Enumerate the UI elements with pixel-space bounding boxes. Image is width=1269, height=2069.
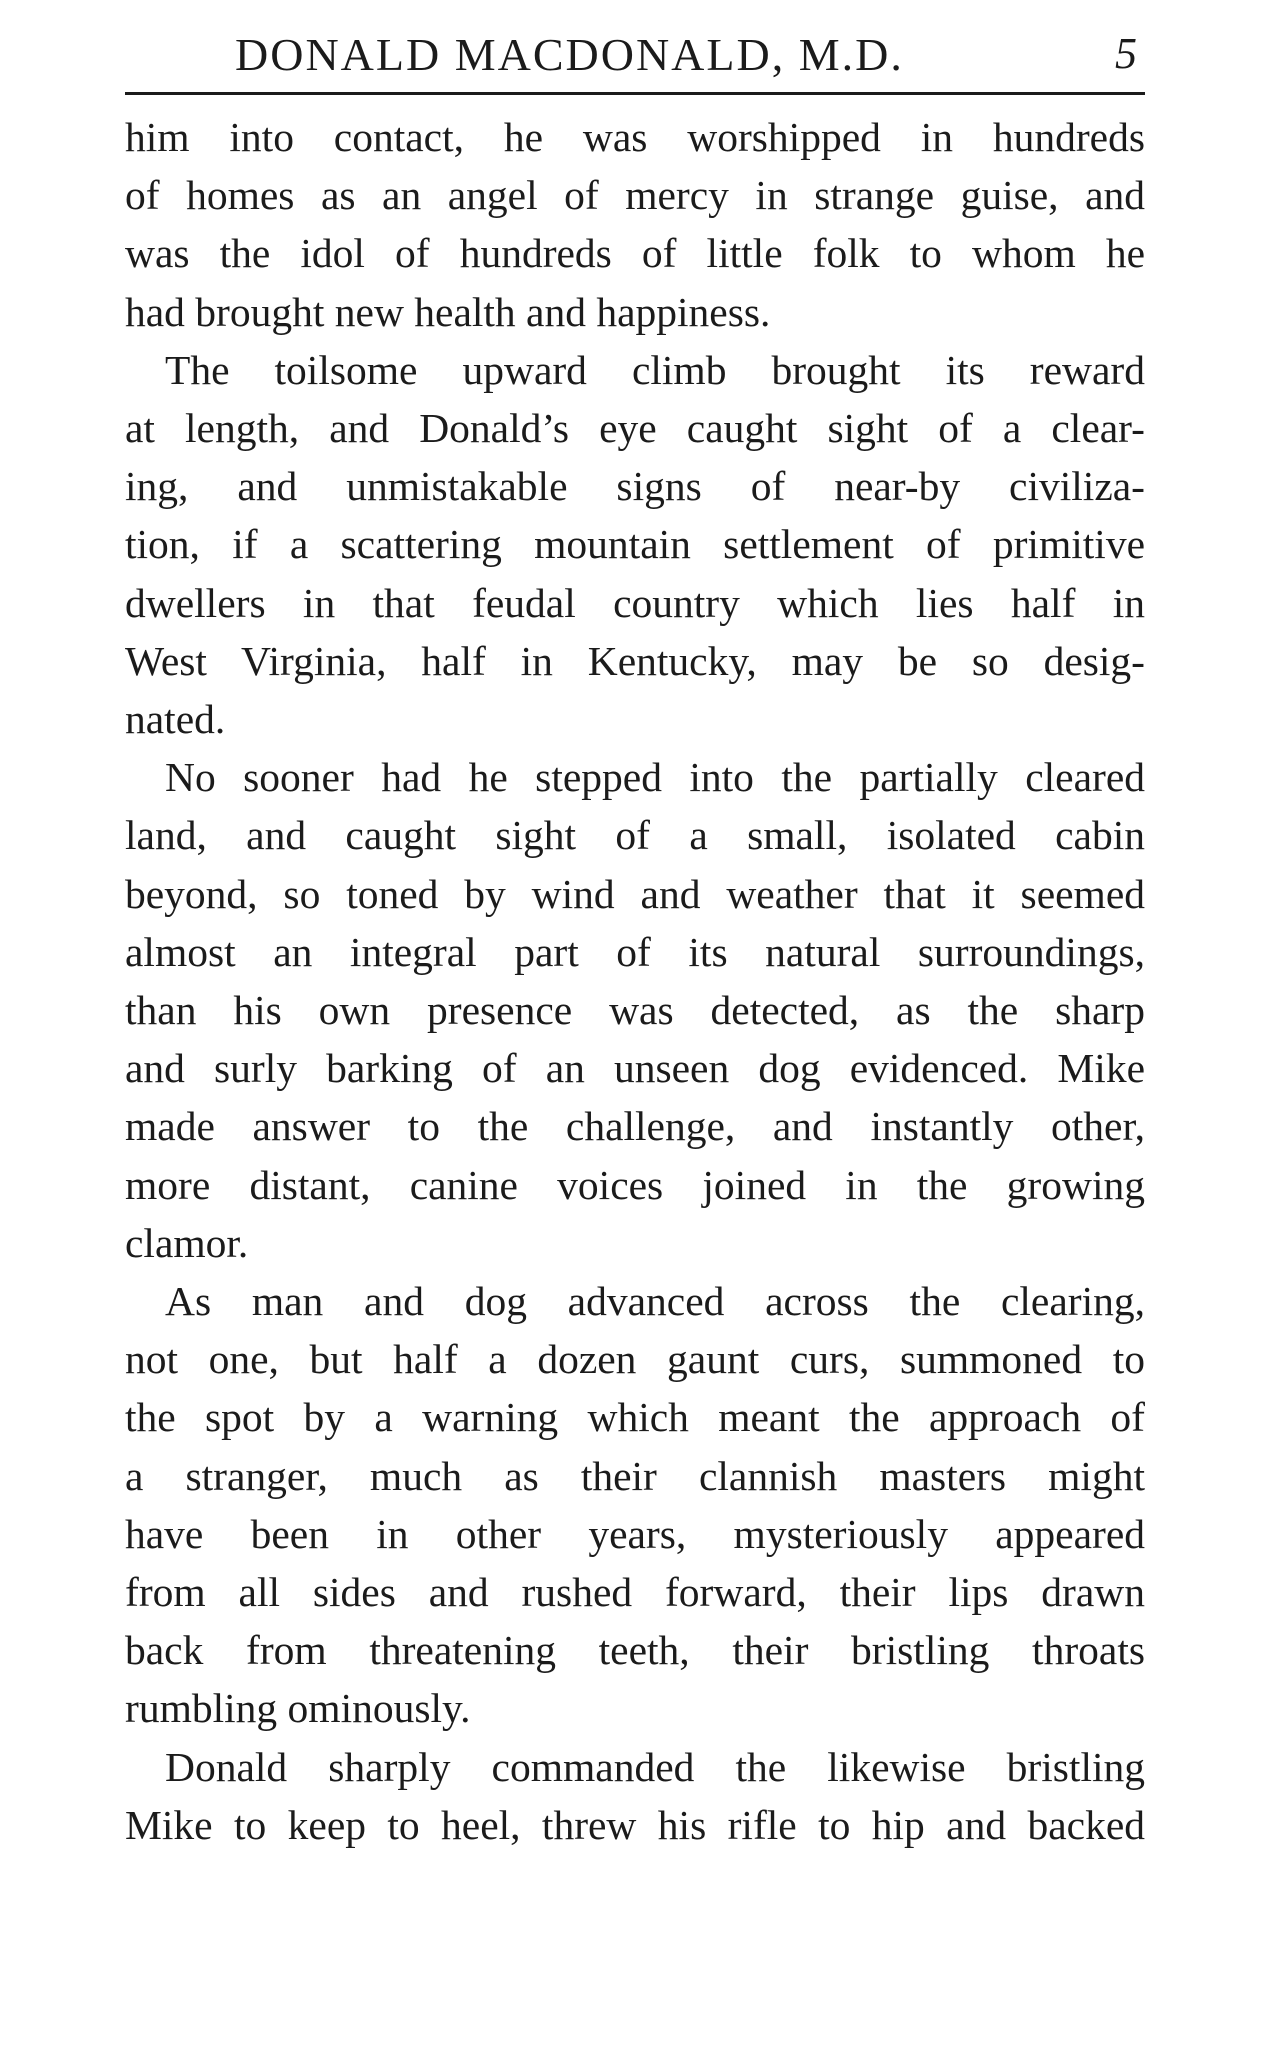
paragraph [125,341,1145,748]
book-page [125,0,1145,2069]
text-line: not one, but half a dozen gaunt curs, summoned to [125,1336,1145,1383]
text-line: clamor. [125,1219,249,1266]
text-line: more distant, canine voices joined in the growing [125,1161,1145,1208]
paragraph [125,1738,1145,1854]
paragraph [125,1272,1145,1738]
text-line: West Virginia, half in Kentucky, may be so desig- [125,637,1145,684]
text-line: had brought new health and happiness. [125,288,771,335]
paragraph [125,108,1145,341]
text-line: Donald sharply commanded the likewise bristling [165,1743,1145,1790]
text-line: from all sides and rushed forward, their lips drawn [125,1569,1145,1616]
text-line: dwellers in that feudal country which lies half in [125,579,1145,626]
page-number: 5 [1115,29,1137,78]
text-line: nated. [125,696,226,743]
text-line: As man and dog advanced across the clearing, [165,1278,1145,1325]
header-rule [125,92,1145,95]
text-line: ing, and unmistakable signs of near-by civiliza- [125,463,1145,510]
text-line: Mike to keep to heel, threw his rifle to hip and backed [125,1801,1145,1848]
text-line: the spot by a warning which meant the approach of [125,1394,1145,1441]
text-line: was the idol of hundreds of little folk to whom he [125,230,1145,277]
text-line: almost an integral part of its natural surroundings, [125,928,1145,975]
text-line: him into contact, he was worshipped in hundreds [125,114,1145,160]
text-line: than his own presence was detected, as the sharp [125,987,1145,1034]
text-line: at length, and Donald’s eye caught sight of a clear- [125,405,1145,452]
text-line: have been in other years, mysteriously appeared [125,1510,1145,1557]
running-head-title: DONALD MACDONALD, M.D. [235,29,904,80]
text-line: land, and caught sight of a small, isolated cabin [125,812,1145,859]
text-line: made answer to the challenge, and instantly other, [125,1103,1145,1150]
body-text [125,108,1145,1854]
text-line: and surly barking of an unseen dog evidenced. Mike [125,1045,1145,1092]
text-line: of homes as an angel of mercy in strange guise, and [125,172,1145,219]
text-line: a stranger, much as their clannish masters might [125,1452,1145,1499]
text-line: No sooner had he stepped into the partially cleared [165,754,1145,801]
running-head [125,22,1145,88]
text-line: back from threatening teeth, their bristling throats [125,1627,1145,1674]
paragraph [125,748,1145,1272]
text-line: beyond, so toned by wind and weather that it seemed [125,870,1145,917]
text-line: tion, if a scattering mountain settlement of primitive [125,521,1145,568]
text-line: rumbling ominously. [125,1685,471,1732]
text-line: The toilsome upward climb brought its reward [165,346,1145,393]
